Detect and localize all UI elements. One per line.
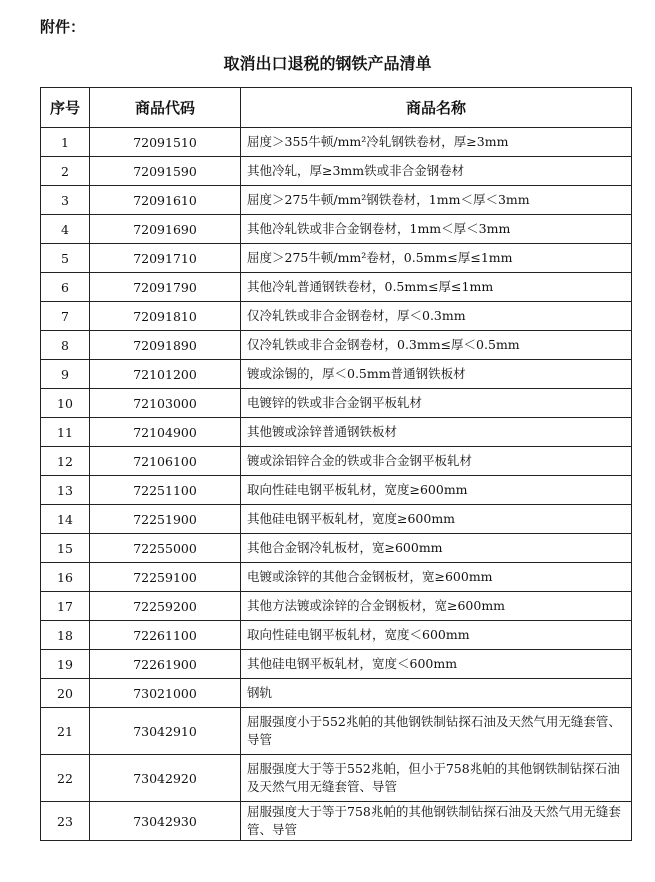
row-seq: 12 [41, 447, 90, 476]
row-name: 其他硅电钢平板轧材，宽度≥600mm [241, 505, 632, 534]
row-seq: 8 [41, 331, 90, 360]
row-name: 其他冷轧，厚≥3mm铁或非合金钢卷材 [241, 157, 632, 186]
table-row [41, 360, 632, 389]
row-seq: 7 [41, 302, 90, 331]
row-code: 72091610 [90, 186, 241, 215]
attachment-label: 附件： [40, 18, 86, 36]
row-code: 72261100 [90, 621, 241, 650]
row-seq: 4 [41, 215, 90, 244]
table-row [41, 592, 632, 621]
row-code: 72104900 [90, 418, 241, 447]
table-row [41, 128, 632, 157]
row-seq: 15 [41, 534, 90, 563]
row-code: 72091690 [90, 215, 241, 244]
header-code: 商品代码 [90, 88, 241, 128]
row-seq: 18 [41, 621, 90, 650]
table-row [41, 244, 632, 273]
row-name: 其他镀或涂锌普通钢铁板材 [241, 418, 632, 447]
row-seq: 1 [41, 128, 90, 157]
header-seq: 序号 [41, 88, 90, 128]
header-name: 商品名称 [241, 88, 632, 128]
row-seq: 3 [41, 186, 90, 215]
table-row [41, 389, 632, 418]
table-row [41, 621, 632, 650]
row-name: 镀或涂铝锌合金的铁或非合金钢平板轧材 [241, 447, 632, 476]
row-code: 72106100 [90, 447, 241, 476]
row-code: 72091790 [90, 273, 241, 302]
table-row [41, 650, 632, 679]
row-name: 电镀或涂锌的其他合金钢板材，宽≥600mm [241, 563, 632, 592]
table-row [41, 273, 632, 302]
row-seq: 11 [41, 418, 90, 447]
row-name: 屈度＞275牛顿/mm²钢铁卷材，1mm＜厚＜3mm [241, 186, 632, 215]
row-seq: 17 [41, 592, 90, 621]
row-code: 72091710 [90, 244, 241, 273]
row-code: 72251900 [90, 505, 241, 534]
table-row [41, 447, 632, 476]
row-name: 其他冷轧普通钢铁卷材，0.5mm≤厚≤1mm [241, 273, 632, 302]
row-seq: 19 [41, 650, 90, 679]
row-code: 73042930 [90, 802, 241, 841]
row-name: 仅冷轧铁或非合金钢卷材，厚＜0.3mm [241, 302, 632, 331]
row-seq: 6 [41, 273, 90, 302]
row-seq: 5 [41, 244, 90, 273]
row-code: 72091810 [90, 302, 241, 331]
row-name: 电镀锌的铁或非合金钢平板轧材 [241, 389, 632, 418]
row-code: 72101200 [90, 360, 241, 389]
table-row [41, 302, 632, 331]
table-row [41, 505, 632, 534]
table-header-row [41, 88, 632, 128]
row-seq: 2 [41, 157, 90, 186]
document-title: 取消出口退税的钢铁产品清单 [223, 54, 432, 73]
row-code: 72103000 [90, 389, 241, 418]
table-row [41, 679, 632, 708]
table-row [41, 157, 632, 186]
row-seq: 22 [41, 755, 90, 802]
row-name: 仅冷轧铁或非合金钢卷材，0.3mm≤厚＜0.5mm [241, 331, 632, 360]
row-code: 72255000 [90, 534, 241, 563]
row-code: 73042920 [90, 755, 241, 802]
row-seq: 10 [41, 389, 90, 418]
row-name: 其他冷轧铁或非合金钢卷材，1mm＜厚＜3mm [241, 215, 632, 244]
row-code: 73021000 [90, 679, 241, 708]
row-seq: 13 [41, 476, 90, 505]
row-code: 72091510 [90, 128, 241, 157]
table-row [41, 755, 632, 802]
row-code: 73042910 [90, 708, 241, 755]
table-row [41, 802, 632, 841]
row-name: 屈服强度大于等于552兆帕，但小于758兆帕的其他钢铁制钻探石油及天然气用无缝套管、导管 [241, 755, 632, 802]
row-name: 钢轨 [241, 679, 632, 708]
row-seq: 20 [41, 679, 90, 708]
row-code: 72259100 [90, 563, 241, 592]
row-name: 其他合金钢冷轧板材，宽≥600mm [241, 534, 632, 563]
table-row [41, 563, 632, 592]
row-code: 72259200 [90, 592, 241, 621]
row-code: 72091590 [90, 157, 241, 186]
table-row [41, 331, 632, 360]
row-seq: 21 [41, 708, 90, 755]
row-name: 其他方法镀或涂锌的合金钢板材，宽≥600mm [241, 592, 632, 621]
row-code: 72261900 [90, 650, 241, 679]
row-name: 取向性硅电钢平板轧材，宽度＜600mm [241, 621, 632, 650]
row-name: 屈服强度大于等于758兆帕的其他钢铁制钻探石油及天然气用无缝套管、导管 [241, 802, 632, 841]
table-row [41, 476, 632, 505]
table-row [41, 418, 632, 447]
row-name: 取向性硅电钢平板轧材，宽度≥600mm [241, 476, 632, 505]
row-code: 72251100 [90, 476, 241, 505]
row-name: 屈度＞275牛顿/mm²卷材，0.5mm≤厚≤1mm [241, 244, 632, 273]
row-name: 屈度＞355牛顿/mm²冷轧钢铁卷材，厚≥3mm [241, 128, 632, 157]
table-row [41, 534, 632, 563]
row-name: 镀或涂锡的，厚＜0.5mm普通钢铁板材 [241, 360, 632, 389]
product-table [40, 87, 632, 841]
row-name: 其他硅电钢平板轧材，宽度＜600mm [241, 650, 632, 679]
table-row [41, 215, 632, 244]
row-seq: 9 [41, 360, 90, 389]
table-row [41, 708, 632, 755]
row-seq: 23 [41, 802, 90, 841]
row-seq: 16 [41, 563, 90, 592]
row-seq: 14 [41, 505, 90, 534]
row-code: 72091890 [90, 331, 241, 360]
table-row [41, 186, 632, 215]
row-name: 屈服强度小于552兆帕的其他钢铁制钻探石油及天然气用无缝套管、导管 [241, 708, 632, 755]
